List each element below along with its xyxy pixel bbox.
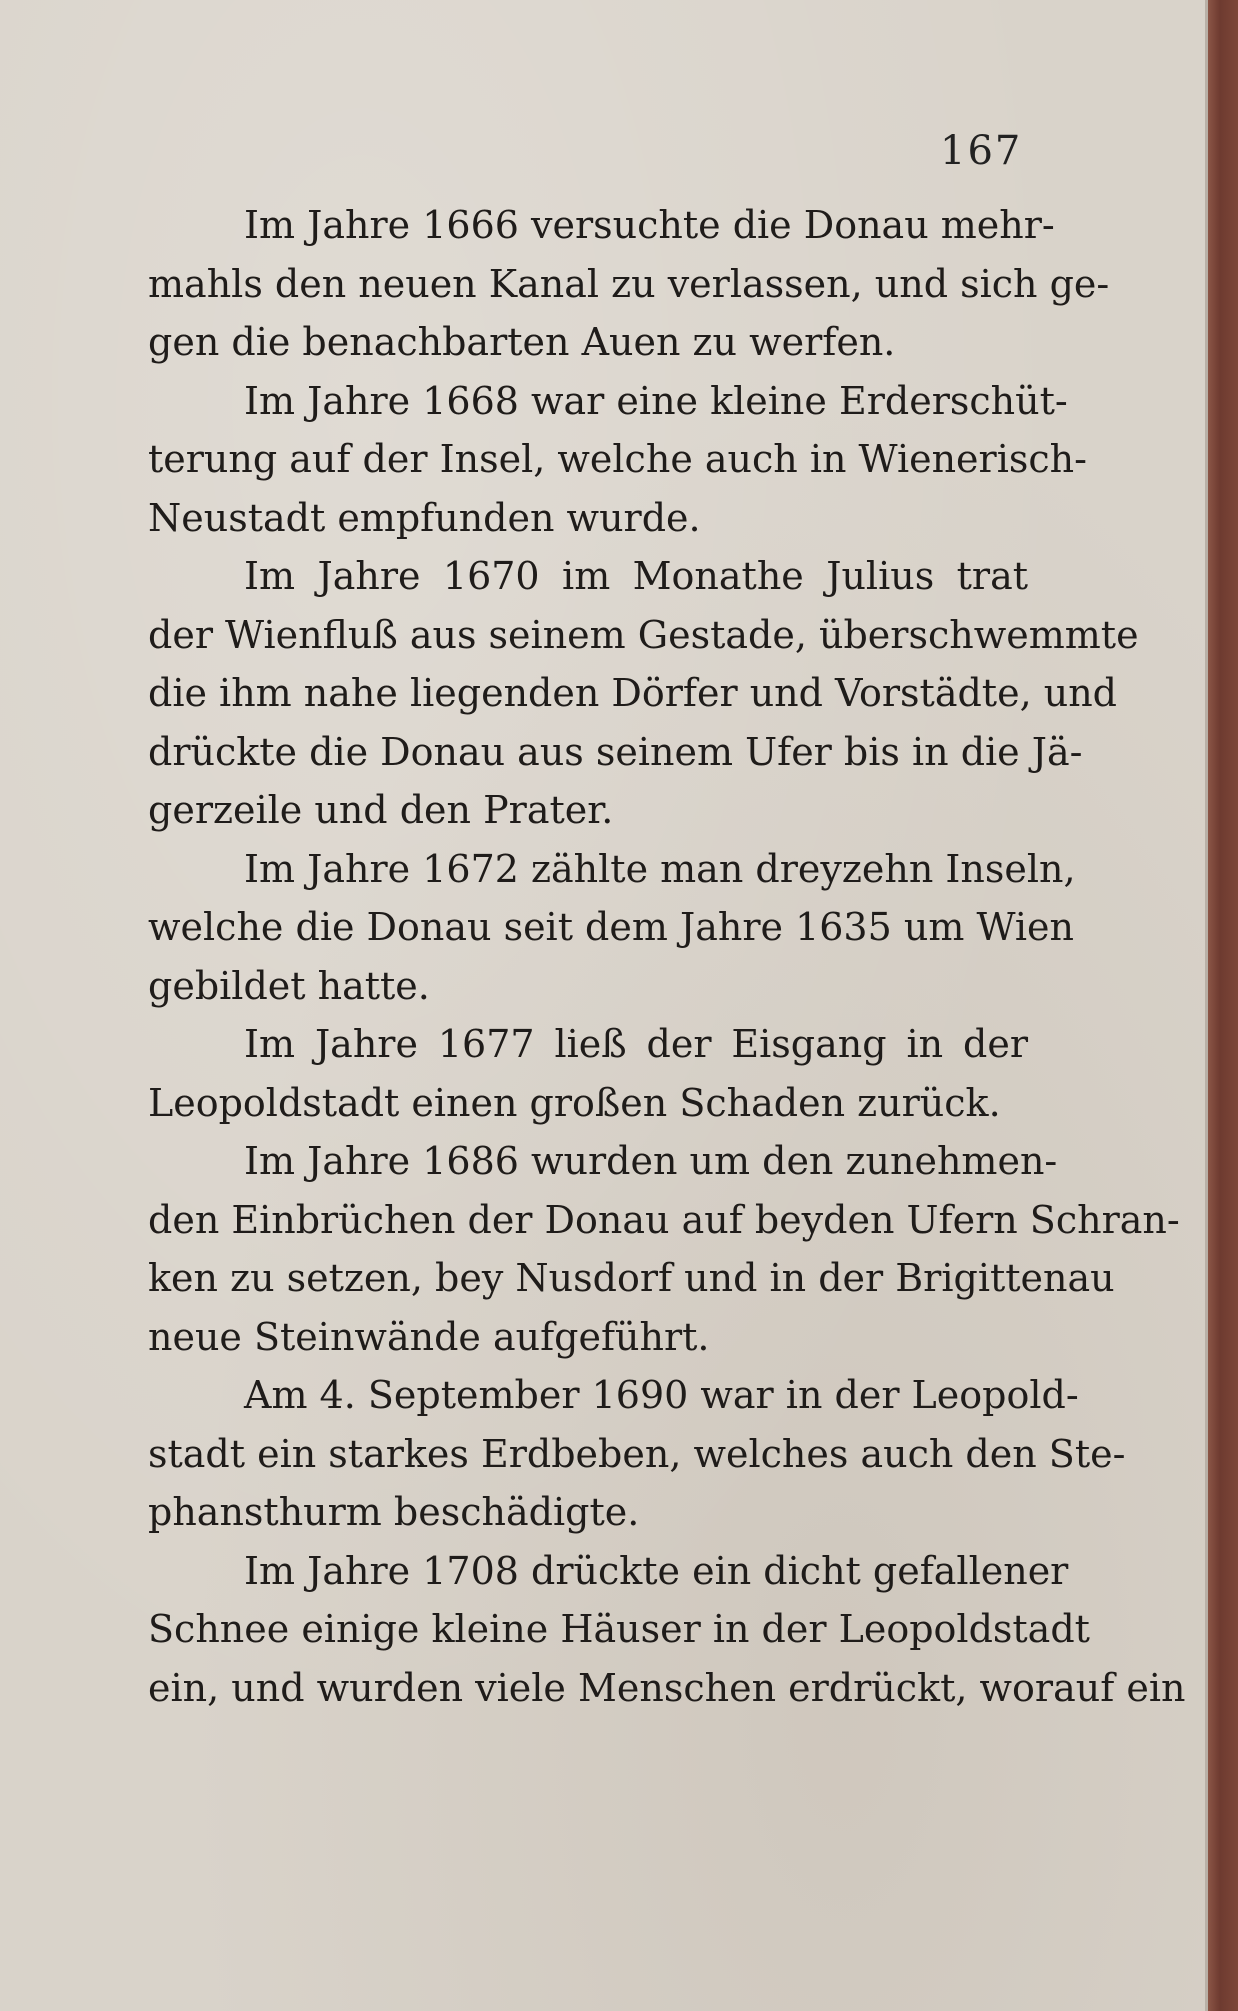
paragraph-1666 [148, 196, 1110, 372]
text-line: terung auf der Insel, welche auch in Wienerisch- [148, 437, 1087, 481]
paragraph-1670 [148, 547, 1139, 840]
body-text [148, 196, 1186, 1717]
text-line: mahls den neuen Kanal zu verlassen, und sich ge- [148, 261, 1110, 306]
text-line: der Wienfluß aus seinem Gestade, überschwemmte [148, 612, 1139, 657]
text-line: ein, und wurden viele Menschen erdrückt, worauf ein [148, 1665, 1186, 1710]
text-line: Im Jahre 1668 war eine kleine Erderschüt- [244, 378, 1068, 423]
text-line: Im Jahre 1672 zählte man dreyzehn Inseln, [244, 846, 1076, 891]
text-line: phansthurm beschädigte. [148, 1490, 640, 1534]
text-line: welche die Donau seit dem Jahre 1635 um Wien [148, 905, 1074, 949]
text-line: die ihm nahe liegenden Dörfer und Vorstädte, und [148, 671, 1117, 715]
text-line: gerzeile und den Prater. [148, 788, 614, 832]
text-line: Neustadt empfunden wurde. [148, 495, 701, 540]
text-line: Leopoldstadt einen großen Schaden zurück. [148, 1080, 1001, 1125]
text-line: drückte die Donau aus seinem Ufer bis in die Jä- [148, 729, 1083, 774]
text-line: den Einbrüchen der Donau auf beyden Ufern Schran- [148, 1197, 1180, 1242]
text-line: Schnee einige kleine Häuser in der Leopoldstadt [148, 1607, 1090, 1651]
text-line: neue Steinwände aufgeführt. [148, 1314, 710, 1359]
text-line: Im Jahre 1670 im Monathe Julius trat [244, 554, 1028, 598]
paragraph-1668 [148, 372, 1087, 548]
text-line: stadt ein starkes Erdbeben, welches auch den Ste- [148, 1431, 1126, 1476]
paragraph-1677 [148, 1015, 1028, 1132]
paragraph-1690 [148, 1366, 1126, 1542]
paragraph-1672 [148, 840, 1076, 1016]
book-cover-edge [1208, 0, 1238, 2011]
text-line: gebildet hatte. [148, 963, 430, 1008]
page-number: 167 [940, 128, 1023, 174]
paragraph-1708 [148, 1542, 1186, 1718]
text-line: Im Jahre 1708 drückte ein dicht gefallener [244, 1548, 1069, 1593]
text-line: Am 4. September 1690 war in der Leopold- [244, 1373, 1079, 1417]
paragraph-1686 [148, 1132, 1180, 1366]
text-line: ken zu setzen, bey Nusdorf und in der Brigittenau [148, 1256, 1115, 1300]
text-line: Im Jahre 1666 versuchte die Donau mehr- [244, 203, 1055, 247]
text-line: Im Jahre 1686 wurden um den zunehmen- [244, 1139, 1058, 1183]
text-line: gen die benachbarten Auen zu werfen. [148, 320, 896, 364]
text-line: Im Jahre 1677 ließ der Eisgang in der [244, 1022, 1028, 1066]
